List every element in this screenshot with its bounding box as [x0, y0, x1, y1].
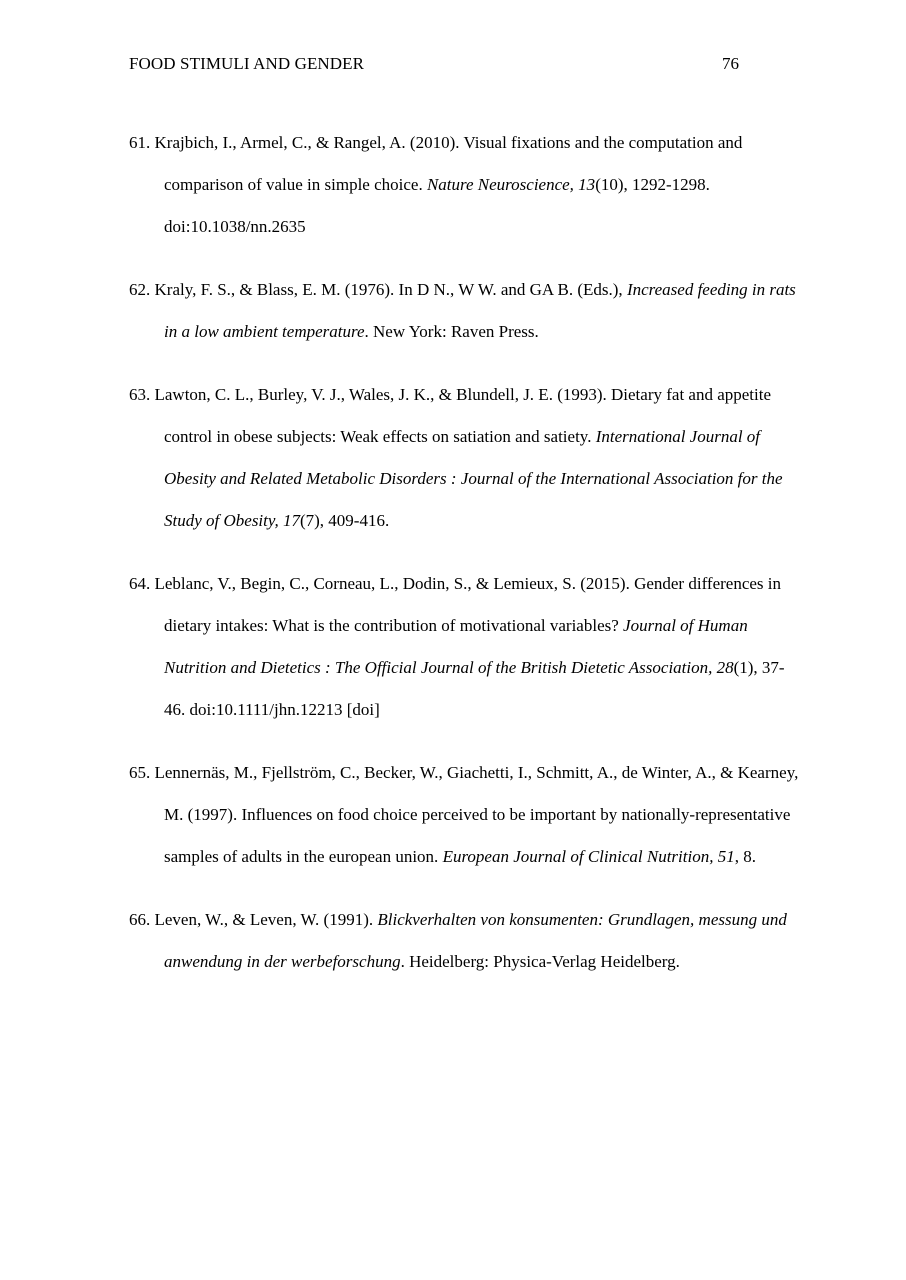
reference-text: . Heidelberg: Physica-Verlag Heidelberg. — [400, 952, 680, 971]
reference-source: Blickverhalten von konsumenten: Grundlagen, messung und anwendung in der werbeforschung — [164, 910, 787, 971]
reference-text: Kraly, F. S., & Blass, E. M. (1976). In D N., W W. and GA B. (Eds.), — [150, 280, 627, 299]
reference-65 — [129, 752, 799, 878]
reference-number: 65. — [129, 763, 151, 782]
reference-text: Leblanc, V., Begin, C., Corneau, L., Dodin, S., & Lemieux, S. (2015). Gender differences in dietary intakes: What is the contribution of motivational variables? — [150, 574, 782, 635]
reference-source: International Journal of Obesity and Related Metabolic Disorders : Journal of the International Association for the Study of Obesity, 17 — [164, 427, 783, 530]
reference-number: 61. — [129, 133, 151, 152]
reference-text: (1), 37-46. doi:10.1111/jhn.12213 [doi] — [164, 658, 785, 719]
reference-source: European Journal of Clinical Nutrition, 51 — [442, 847, 735, 866]
page-number: 76 — [722, 54, 739, 73]
reference-63 — [129, 374, 799, 542]
reference-62 — [129, 269, 799, 353]
reference-text: (10), 1292-1298. doi:10.1038/nn.2635 — [164, 175, 710, 236]
reference-number: 63. — [129, 385, 151, 404]
reference-number: 64. — [129, 574, 151, 593]
reference-text: Krajbich, I., Armel, C., & Rangel, A. (2010). Visual fixations and the computation and comparison of value in simple choice. — [150, 133, 743, 194]
reference-number: 66. — [129, 910, 151, 929]
reference-source: Journal of Human Nutrition and Dietetics : The Official Journal of the British Dietetic Association, 28 — [164, 616, 748, 677]
reference-source: Increased feeding in rats in a low ambient temperature — [164, 280, 796, 341]
reference-text: . New York: Raven Press. — [364, 322, 539, 341]
reference-list — [129, 122, 799, 1004]
reference-number: 62. — [129, 280, 151, 299]
reference-61 — [129, 122, 799, 248]
reference-text: , 8. — [734, 847, 756, 866]
reference-66 — [129, 899, 799, 983]
reference-source: Nature Neuroscience, 13 — [426, 175, 596, 194]
reference-text: Leven, W., & Leven, W. (1991). — [150, 910, 378, 929]
running-head: FOOD STIMULI AND GENDER — [129, 54, 365, 73]
reference-text: Lennernäs, M., Fjellström, C., Becker, W., Giachetti, I., Schmitt, A., de Winter, A., & Kearney, M. (1997). Influences on food choice perceived to be important by nationally-representative samples of adults in the european union. — [150, 763, 799, 866]
reference-64 — [129, 563, 799, 731]
reference-text: Lawton, C. L., Burley, V. J., Wales, J. K., & Blundell, J. E. (1993). Dietary fat and appetite control in obese subjects: Weak effects on satiation and satiety. — [150, 385, 772, 446]
reference-text: (7), 409-416. — [299, 511, 390, 530]
